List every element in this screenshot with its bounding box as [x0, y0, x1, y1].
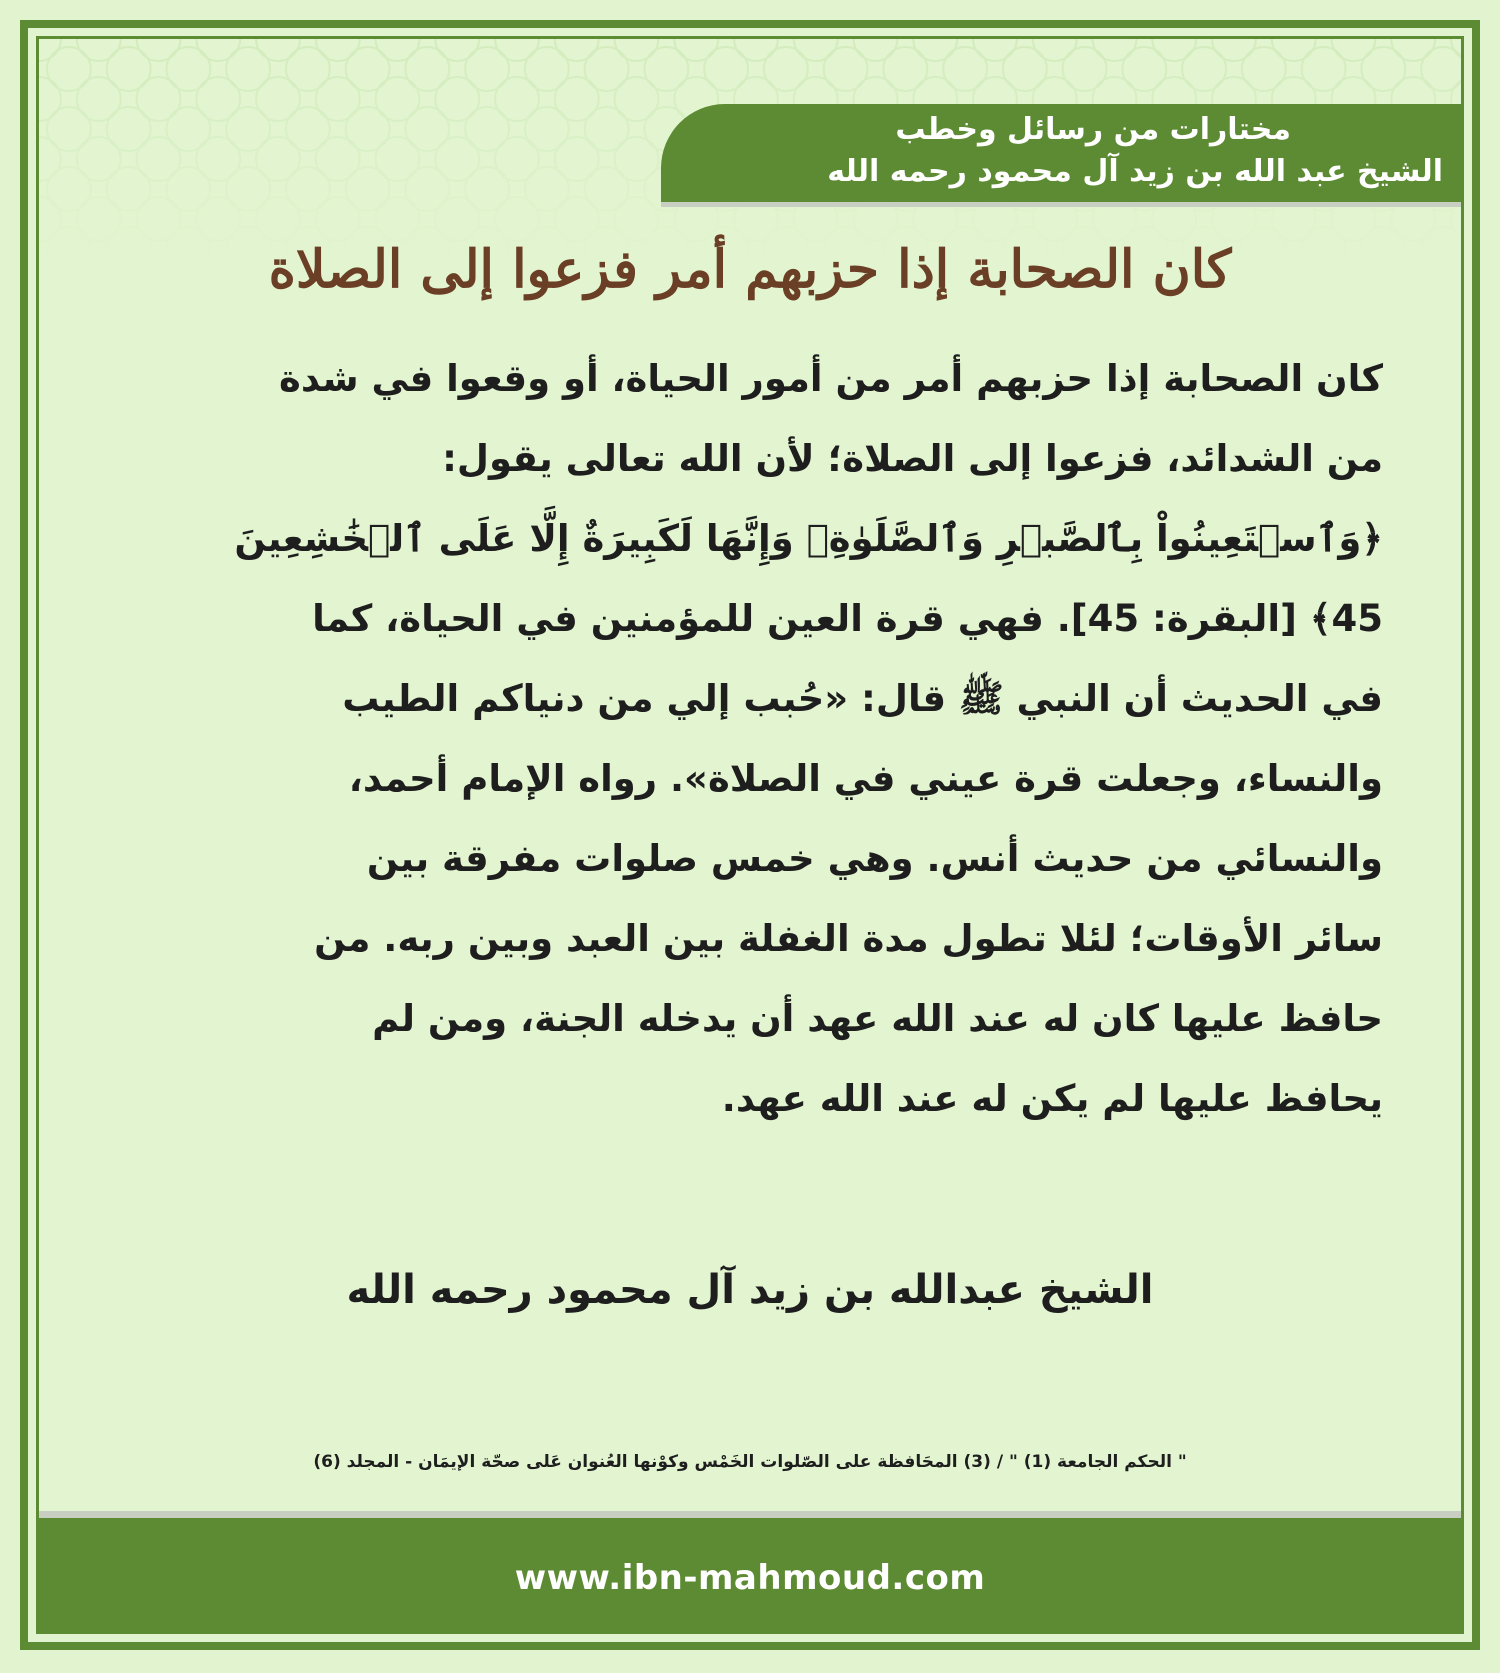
- body-line: كان الصحابة إذا حزبهم أمر من أمور الحياة، أو وقعوا في شدة: [279, 357, 1383, 400]
- outer-frame: [20, 20, 1480, 1650]
- footer: [39, 1518, 1461, 1631]
- body-line: والنسائي من حديث أنس. وهي خمس صلوات مفرقة بين: [366, 837, 1383, 880]
- page-title: كان الصحابة إذا حزبهم أمر فزعوا إلى الصلاة: [268, 239, 1232, 300]
- header-author: الشيخ عبد الله بن زيد آل محمود رحمه الله: [827, 154, 1443, 189]
- header-subtitle: مختارات من رسائل وخطب: [895, 112, 1291, 147]
- body-line: من الشدائد، فزعوا إلى الصلاة؛ لأن الله تعالى يقول:: [442, 437, 1383, 480]
- website-link[interactable]: www.ibn-mahmoud.com: [514, 1558, 986, 1598]
- body-line: في الحديث أن النبي ﷺ قال: «حُبب إلي من دنياكم الطيب: [342, 677, 1383, 720]
- header-banner: [661, 104, 1461, 202]
- quran-verse-line: ﴿وَٱسۡتَعِينُواْ بِٱلصَّبۡرِ وَٱلصَّلَوٰةِۚ وَإِنَّهَا لَكَبِيرَةٌ إِلَّا عَلَى ٱلۡخَٰشِعِينَ: [234, 517, 1383, 560]
- article-body: [117, 339, 1383, 1139]
- body-line: والنساء، وجعلت قرة عيني في الصلاة». رواه الإمام أحمد،: [348, 757, 1383, 800]
- body-line: 45﴾ [البقرة: 45]. فهي قرة العين للمؤمنين في الحياة، كما: [312, 597, 1383, 640]
- body-line: سائر الأوقات؛ لئلا تطول مدة الغفلة بين العبد وبين ربه. من: [314, 917, 1383, 960]
- footer-divider: [39, 1511, 1461, 1518]
- inner-frame: [36, 36, 1464, 1634]
- body-line: يحافظ عليها لم يكن له عند الله عهد.: [721, 1077, 1383, 1120]
- signature: الشيخ عبدالله بن زيد آل محمود رحمه الله: [346, 1267, 1154, 1313]
- body-line: حافظ عليها كان له عند الله عهد أن يدخله الجنة، ومن لم: [372, 997, 1383, 1040]
- source-citation: " الحكم الجامعة (1) " / (3) المحَافظة على الصّلوات الخَمْس وكوْنها العُنوان عَلى صحّة الإيمَان - المجلد (6): [313, 1452, 1187, 1472]
